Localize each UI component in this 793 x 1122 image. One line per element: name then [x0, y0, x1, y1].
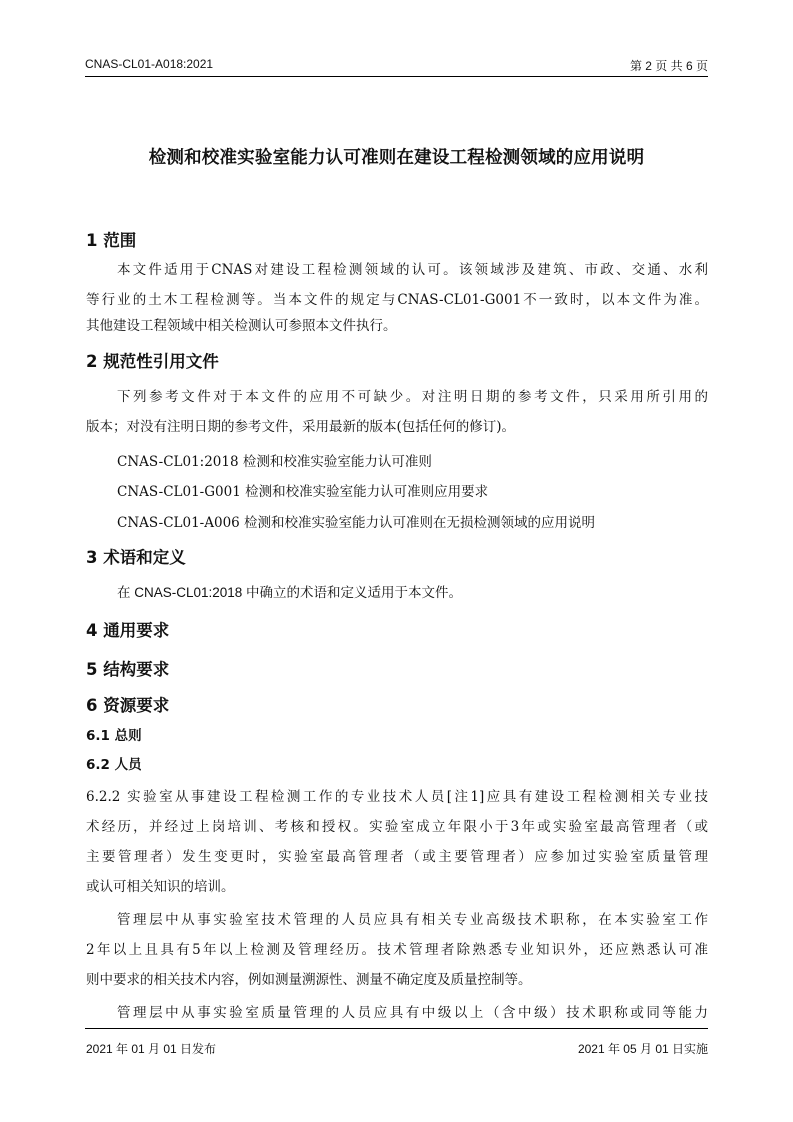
section-1-heading: 1 范围	[86, 231, 137, 250]
para-6-2-2-line-4: 或认可相关知识的培训。	[86, 879, 235, 895]
header-rule	[85, 76, 708, 77]
para-6-2-2-line-2: 术经历，并经过上岗培训、考核和授权。实验室成立年限小于3年或实验室最高管理者（或	[86, 819, 708, 835]
page-header	[85, 57, 708, 75]
sec1-line-1: 本文件适用于CNAS对建设工程检测领域的认可。该领域涉及建筑、市政、交通、水利	[117, 262, 708, 278]
section-4-heading: 4 通用要求	[86, 621, 170, 640]
sec1-line-2: 等行业的土木工程检测等。当本文件的规定与CNAS-CL01-G001不一致时，以本文件为准。	[86, 292, 708, 308]
section-5-heading: 5 结构要求	[86, 660, 170, 679]
section-3-heading: 3 术语和定义	[86, 548, 186, 567]
sec2-line-2: 版本；对没有注明日期的参考文件，采用最新的版本(包括任何的修订)。	[86, 419, 516, 435]
para-6-2-2-line-3: 主要管理者）发生变更时，实验室最高管理者（或主要管理者）应参加过实验室质量管理	[86, 849, 708, 865]
sec2-line-1: 下列参考文件对于本文件的应用不可缺少。对注明日期的参考文件，只采用所引用的	[117, 389, 708, 405]
reference-2: CNAS-CL01-G001 检测和校准实验室能力认可准则应用要求	[117, 484, 489, 500]
doc-title: 检测和校准实验室能力认可准则在建设工程检测领域的应用说明	[148, 148, 645, 168]
doc-code: CNAS-CL01-A018:2021	[85, 57, 214, 71]
section-6-heading: 6 资源要求	[86, 696, 170, 715]
para-tech-mgmt-line-1: 管理层中从事实验室技术管理的人员应具有相关专业高级技术职称，在本实验室工作	[117, 912, 708, 928]
footer-rule	[85, 1028, 708, 1029]
reference-3: CNAS-CL01-A006 检测和校准实验室能力认可准则在无损检测领域的应用说明	[117, 515, 596, 531]
para-tech-mgmt-line-2: 2年以上且具有5年以上检测及管理经历。技术管理者除熟悉专业知识外，还应熟悉认可准	[86, 942, 708, 958]
sec3-text: 在 CNAS-CL01:2018 中确立的术语和定义适用于本文件。	[117, 585, 463, 600]
para-tech-mgmt-line-3: 则中要求的相关技术内容，例如测量溯源性、测量不确定度及质量控制等。	[86, 972, 532, 988]
subsection-6-2: 6.2 人员	[86, 757, 142, 773]
reference-1: CNAS-CL01:2018 检测和校准实验室能力认可准则	[117, 454, 432, 470]
para-6-2-2-line-1: 6.2.2 实验室从事建设工程检测工作的专业技术人员[注1]应具有建设工程检测相关专业技	[86, 789, 708, 805]
sec1-line-3: 其他建设工程领域中相关检测认可参照本文件执行。	[86, 318, 397, 334]
issue-date: 2021 年 01 月 01 日发布	[86, 1042, 217, 1056]
effective-date: 2021 年 05 月 01 日实施	[577, 1042, 708, 1056]
page-info: 第 2 页 共 6 页	[629, 59, 708, 73]
subsection-6-1: 6.1 总则	[86, 728, 142, 744]
para-quality-mgmt-line-1: 管理层中从事实验室质量管理的人员应具有中级以上（含中级）技术职称或同等能力	[117, 1005, 708, 1021]
section-2-heading: 2 规范性引用文件	[86, 352, 219, 371]
